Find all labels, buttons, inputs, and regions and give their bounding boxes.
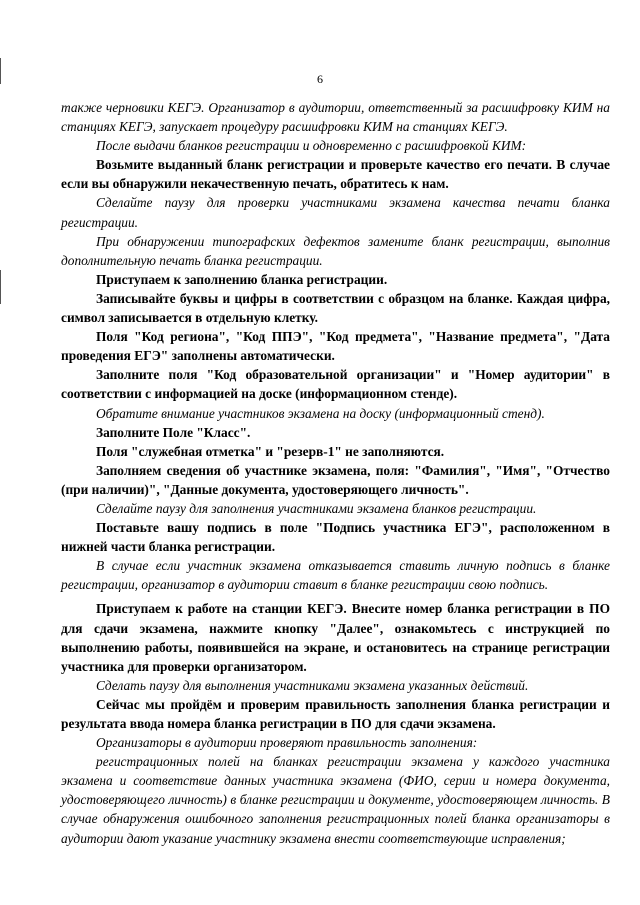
paragraph: Сделайте паузу для проверки участниками экзамена качества печати бланка регистрации.	[61, 195, 610, 230]
page-number: 6	[317, 72, 323, 86]
paragraph: Записывайте буквы и цифры в соответствии с образцом на бланке. Каждая цифра, символ записывается в отдельную клетку.	[61, 290, 610, 326]
paragraph: Обратите внимание участников экзамена на доску (информационный стенд).	[96, 405, 545, 421]
paragraph: Заполняем сведения об участнике экзамена, поля: "Фамилия", "Имя", "Отчество (при наличии)", "Данные документа, удостоверяющего личность".	[61, 462, 610, 497]
paragraph: Поля "служебная отметка" и "резерв-1" не заполняются.	[96, 443, 445, 459]
paragraph: Организаторы в аудитории проверяют правильность заполнения:	[96, 735, 478, 751]
paragraph: Поставьте вашу подпись в поле "Подпись участника ЕГЭ", расположенном в нижней части бланка регистрации.	[61, 520, 610, 555]
document-body	[61, 98, 610, 848]
paragraph: При обнаружении типографских дефектов замените бланк регистрации, выполнив дополнительную печать бланка регистрации.	[61, 233, 610, 268]
paragraph: Заполните Поле "Класс".	[96, 424, 251, 440]
paragraph: После выдачи бланков регистрации и одновременно с расшифровкой КИМ:	[96, 138, 527, 154]
paragraph: Заполните поля "Код образовательной организации" и "Номер аудитории" в соответствии с информацией на доске (информационном стенде).	[61, 367, 610, 402]
paragraph: Сейчас мы пройдём и проверим правильность заполнения бланка регистрации и результата ввода номера бланка регистрации в ПО для сдачи экзамена.	[61, 696, 610, 731]
paragraph: Сделать паузу для выполнения участниками экзамена указанных действий.	[96, 677, 529, 693]
paragraph: Сделайте паузу для заполнения участниками экзамена бланков регистрации.	[96, 500, 537, 516]
paragraph: Приступаем к работе на станции КЕГЭ. Внесите номер бланка регистрации в ПО для сдачи экзамена, нажмите кнопку "Далее", ознакомьтесь с инструкцией по выполнению работы, появившейся на экране, и остановитесь на странице регистрации участника для проверки организатором.	[61, 601, 610, 674]
paragraph: Приступаем к заполнению бланка регистрации.	[96, 271, 388, 287]
paragraph: Поля "Код региона", "Код ППЭ", "Код предмета", "Название предмета", "Дата проведения ЕГЭ" заполнены автоматически.	[61, 329, 610, 364]
scan-edge-mark	[0, 270, 1, 304]
paragraph: В случае если участник экзамена отказывается ставить личную подпись в бланке регистрации, организатор в аудитории ставит в бланке регистрации свою подпись.	[61, 558, 610, 593]
paragraph: также черновики КЕГЭ. Организатор в аудитории, ответственный за расшифровку КИМ на станциях КЕГЭ, запускает процедуру расшифровки КИМ на станциях КЕГЭ.	[61, 100, 610, 135]
paragraph: Возьмите выданный бланк регистрации и проверьте качество его печати. В случае если вы обнаружили некачественную печать, обратитесь к нам.	[61, 157, 610, 192]
paragraph: регистрационных полей на бланках регистрации экзамена у каждого участника экзамена и соответствие данных участника экзамена (ФИО, серии и номера документа, удостоверяющего личность) в бланке регистрации и документе, удостоверяющем личность. В случае обнаружения ошибочного заполнения регистрационных полей бланка организаторы в аудитории дают указание участнику экзамена внести соответствующие исправления;	[61, 754, 610, 846]
